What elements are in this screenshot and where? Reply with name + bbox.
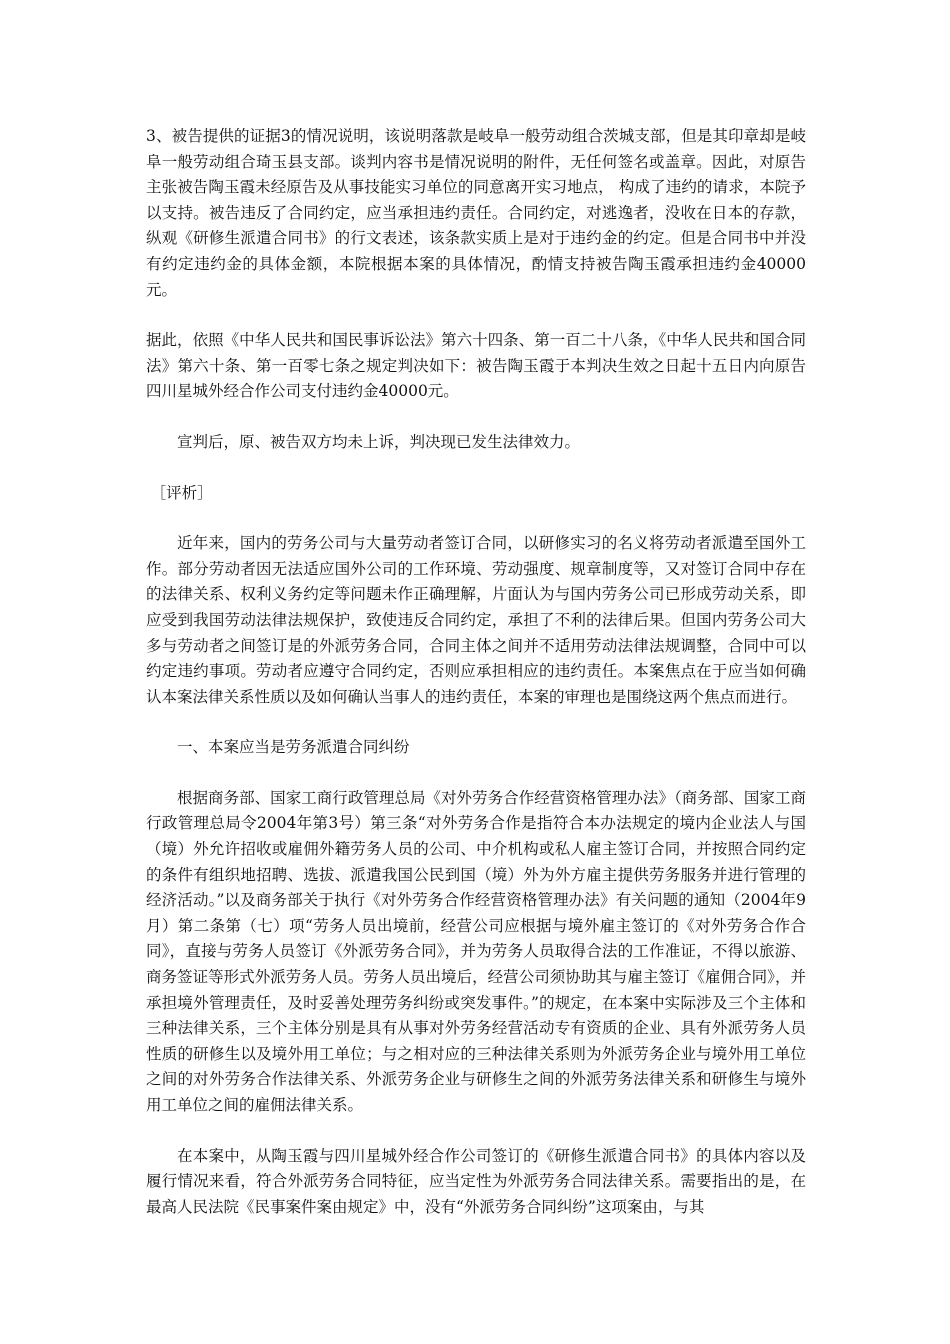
section-label-analysis: ［评析］ xyxy=(150,483,213,502)
section-heading-1: 一、本案应当是劳务派遣合同纠纷 xyxy=(177,738,410,757)
paragraph-analysis-intro: 近年来，国内的劳务公司与大量劳动者签订合同，以研修实习的名义将劳动者派遣至国外工作。部分劳动者因无法适应国外公司的工作环境、劳动强度、规章制度等，又对签订合同中存在的法律关系、权利义务约定等问题未作正确理解，片面认为与国内劳务公司已形成劳动关系，即应受到我国劳动法律法规保护，致使违反合同约定，承担了不利的法律后果。但国内劳务公司大多与劳动者之间签订是的外派劳务合同，合同主体之间并不适用劳动法律法规调整，合同中可以约定违约事项。劳动者应遵守合同约定，否则应承担相应的违约责任。本案焦点在于应当如何确认本案法律关系性质以及如何确认当事人的违约责任，本案的审理也是围绕这两个焦点而进行。 xyxy=(146,534,806,706)
paragraph-case-nature: 在本案中，从陶玉霞与四川星城外经合作公司签订的《研修生派遣合同书》的具体内容以及履行情况来看，符合外派劳务合同特征，应当定性为外派劳务合同法律关系。需要指出的是，在最高人民法院《民事案件案由规定》中，没有“外派劳务合同纠纷”这项案由，与其 xyxy=(146,1146,806,1216)
paragraph-evidence-3: 3、被告提供的证据3的情况说明，该说明落款是岐阜一般劳动组合茨城支部，但是其印章却是岐阜一般劳动组合琦玉县支部。谈判内容书是情况说明的附件，无任何签名或盖章。因此，对原告主张被告陶玉霞未经原告及从事技能实习单位的同意离开实习地点， 构成了违约的请求，本院予以支持。被告违反了合同约定，应当承担违约责任。合同约定，对逃逸者，没收在日本的存款，纵观《研修生派遣合同书》的行文表述，该条款实质上是对于违约金的约定。但是合同书中并没有约定违约金的具体金额，本院根据本案的具体情况，酌情支持被告陶玉霞承担违约金40000元。 xyxy=(146,127,806,299)
paragraph-verdict-effective: 宣判后，原、被告双方均未上诉，判决现已发生法律效力。 xyxy=(177,432,581,451)
paragraph-legal-basis: 根据商务部、国家工商行政管理总局《对外劳务合作经营资格管理办法》（商务部、国家工商行政管理总局令2004年第3号）第三条“对外劳务合作是指符合本办法规定的境内企业法人与国（境）外允许招收或雇佣外籍劳务人员的公司、中介机构或私人雇主签订合同，并按照合同约定的条件有组织地招聘、选拔、派遣我国公民到国（境）外为外方雇主提供劳务服务并进行管理的经济活动。”以及商务部关于执行《对外劳务合作经营资格管理办法》有关问题的通知（2004年9月）第二条第（七）项“劳务人员出境前，经营公司应根据与境外雇主签订的《对外劳务合作合同》，直接与劳务人员签订《外派劳务合同》，并为劳务人员取得合法的工作准证，不得以旅游、商务签证等形式外派劳务人员。劳务人员出境后，经营公司须协助其与雇主签订《雇佣合同》，并承担境外管理责任，及时妥善处理劳务纠纷或突发事件。”的规定，在本案中实际涉及三个主体和三种法律关系，三个主体分别是具有从事对外劳务经营活动专有资质的企业、具有外派劳务人员性质的研修生以及境外用工单位；与之相对应的三种法律关系则为外派劳务企业与境外用工单位之间的对外劳务合作法律关系、外派劳务企业与研修生之间的外派劳务法律关系和研修生与境外用工单位之间的雇佣法律关系。 xyxy=(146,788,806,1114)
document-page xyxy=(146,124,806,1245)
paragraph-judgment: 据此，依照《中华人民共和国民事诉讼法》第六十四条、第一百二十八条，《中华人民共和国合同法》第六十条、第一百零七条之规定判决如下：被告陶玉霞于本判决生效之日起十五日内向原告四川星城外经合作公司支付违约金40000元。 xyxy=(146,331,806,401)
